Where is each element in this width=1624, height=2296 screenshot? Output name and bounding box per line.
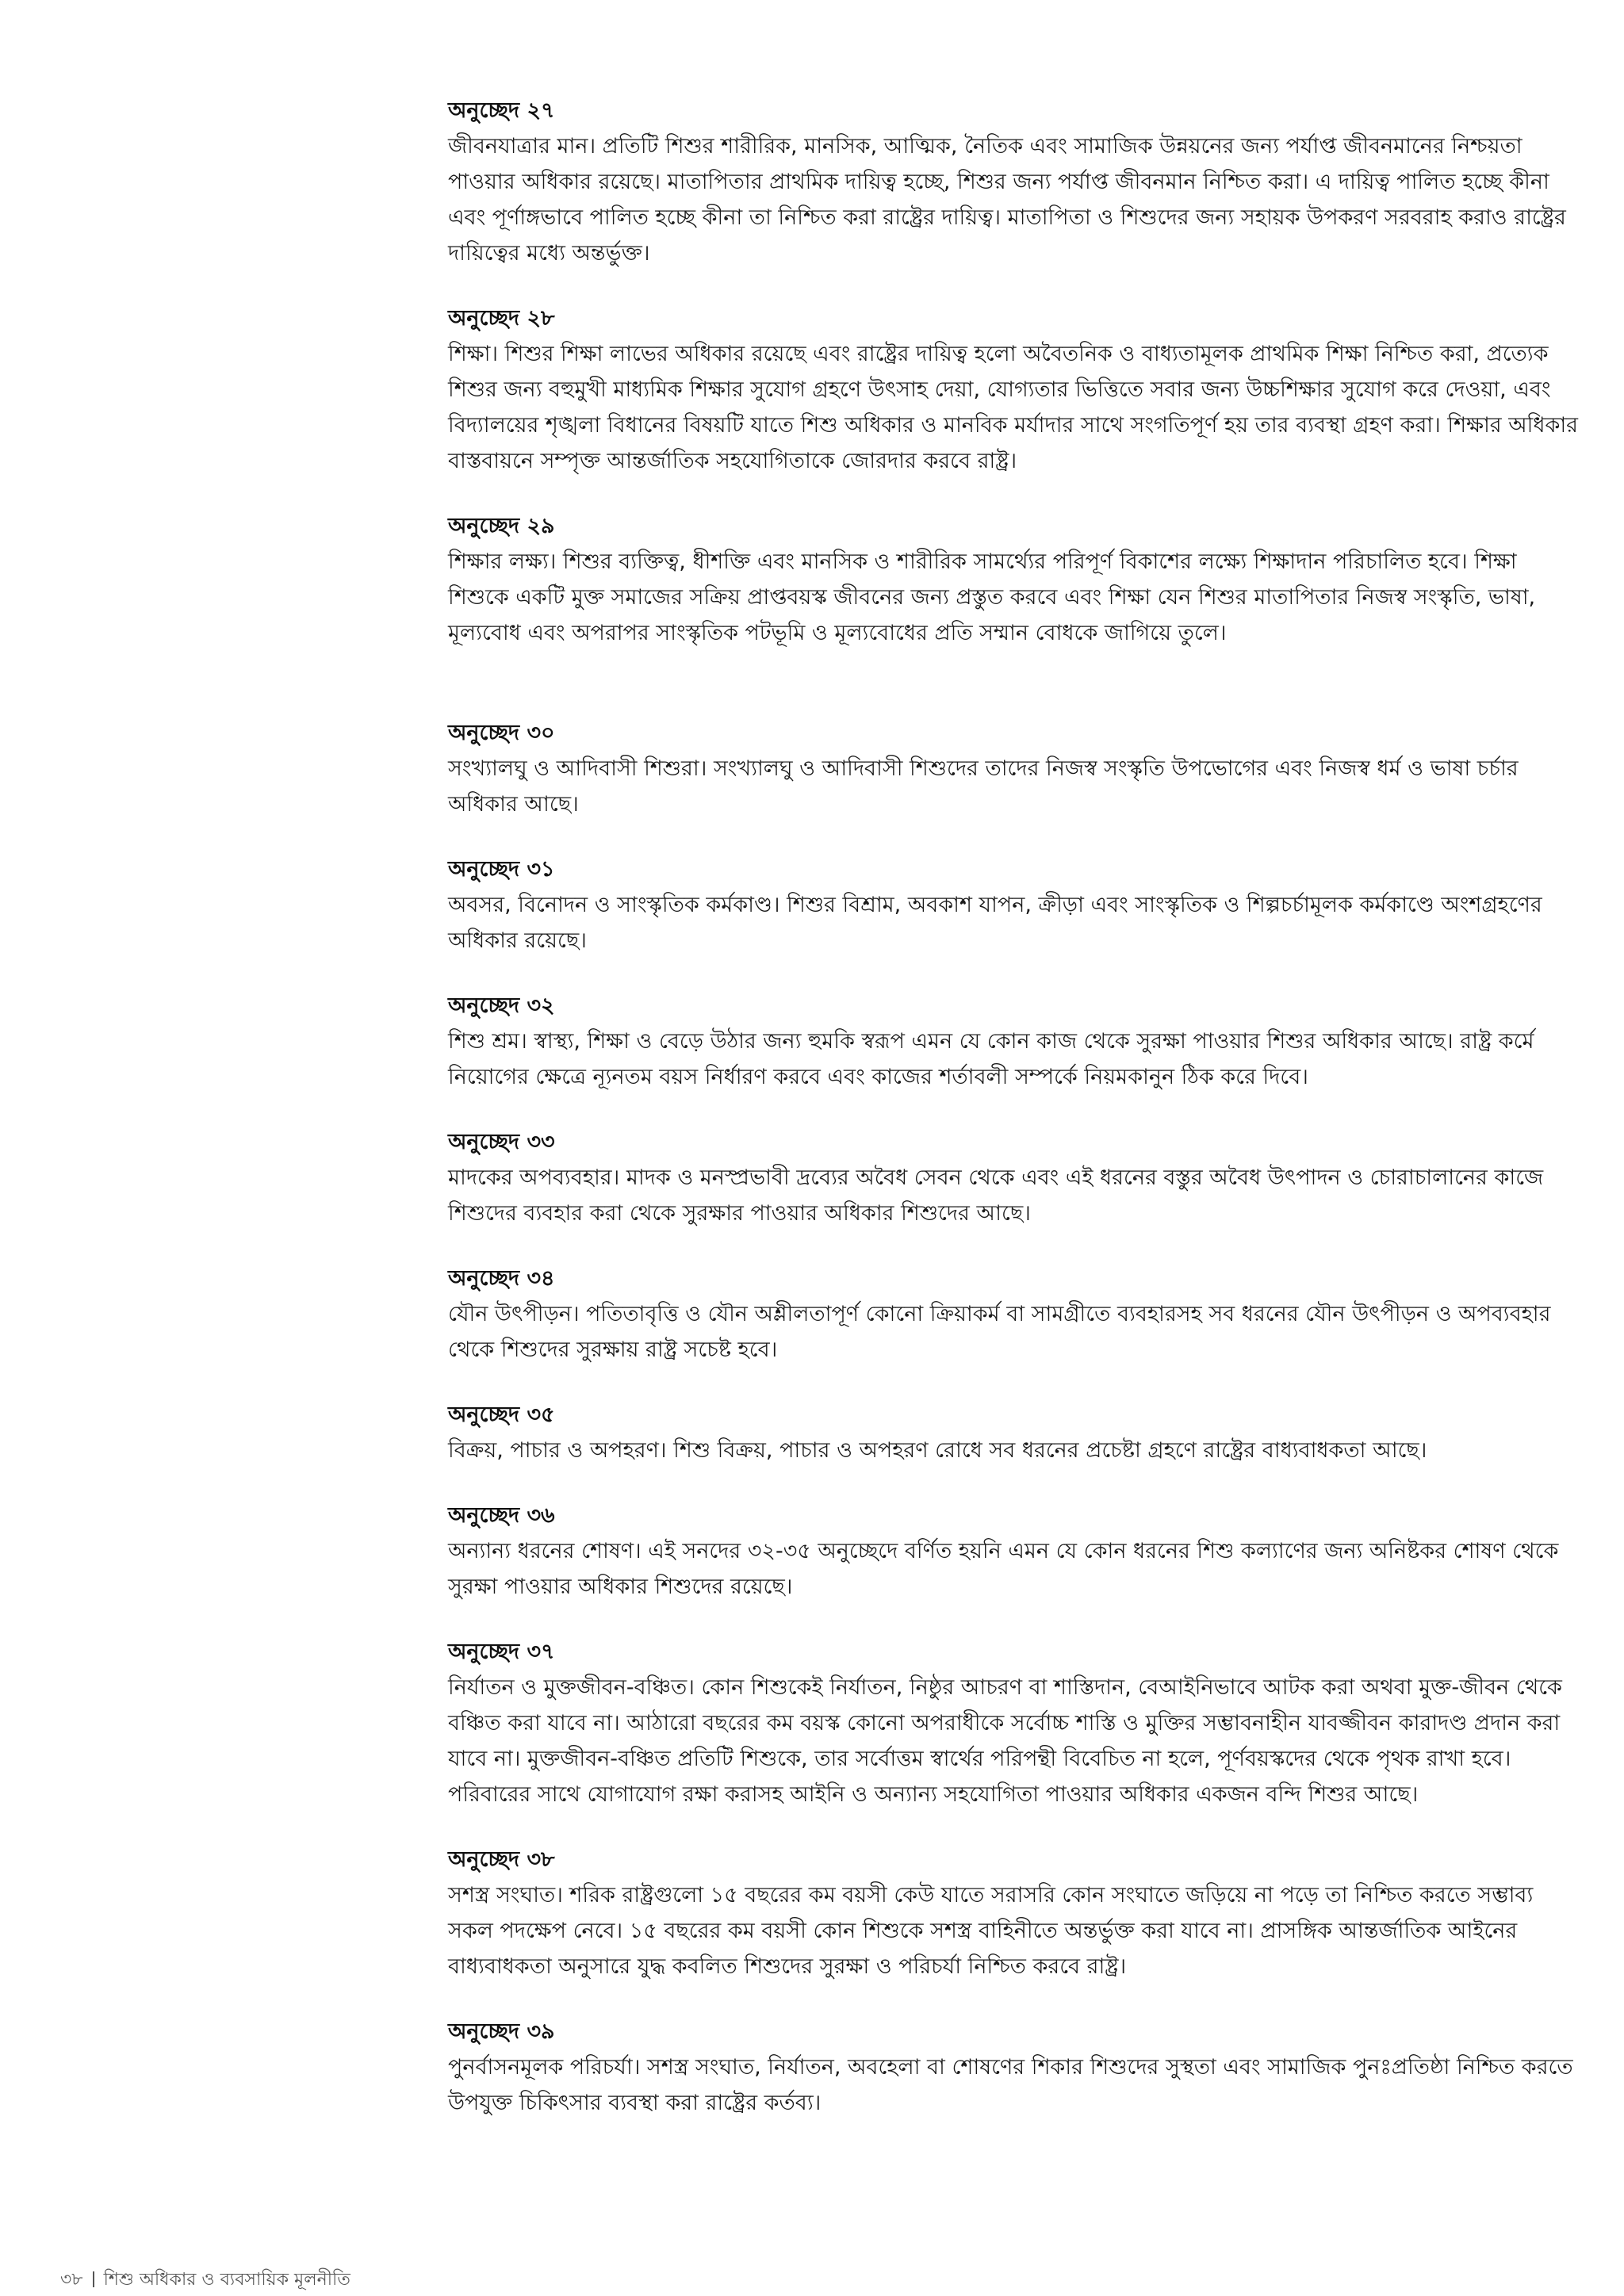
article-30 (448, 716, 1582, 822)
article-heading: অনুচ্ছেদ ৩৫ (448, 1402, 555, 1427)
article-heading: অনুচ্ছেদ ২৯ (448, 514, 555, 538)
article-37 (448, 1635, 1582, 1812)
article-text: যৌন উৎপীড়ন। পতিতাবৃত্তি ও যৌন অশ্লীলতাপূর্ণ কোনো ক্রিয়াকর্ম বা সামগ্রীতে ব্যবহারসহ সব ধরনের যৌন উৎপীড়ন ও অপব্যবহার থেকে শিশুদের সুরক্ষায় রাষ্ট্র সচেষ্ট হবে। (448, 1302, 1551, 1362)
article-heading: অনুচ্ছেদ ৩০ (448, 721, 555, 745)
article-text: সশস্ত্র সংঘাত। শরিক রাষ্ট্রগুলো ১৫ বছরের কম বয়সী কেউ যাতে সরাসরি কোন সংঘাতে জড়িয়ে না পড়ে তা নিশ্চিত করতে সম্ভাব্য সকল পদক্ষেপ নেবে। ১৫ বছরের কম বয়সী কোন শিশুকে সশস্ত্র বাহিনীতে অন্তর্ভুক্ত করা যাবে না। প্রাসঙ্গিক আন্তর্জাতিক আইনের বাধ্যবাধকতা অনুসারে যুদ্ধ কবলিত শিশুদের সুরক্ষা ও পরিচর্যা নিশ্চিত করবে রাষ্ট্র। (448, 1883, 1534, 1979)
footer-title: শিশু অধিকার ও ব্যবসায়িক মূলনীতি (103, 2270, 350, 2290)
article-35 (448, 1398, 1582, 1468)
article-38 (448, 1843, 1582, 1984)
article-text: পুনর্বাসনমূলক পরিচর্যা। সশস্ত্র সংঘাত, নির্যাতন, অবহেলা বা শোষণের শিকার শিশুদের সুস্থতা এবং সামাজিক পুনঃপ্রতিষ্ঠা নিশ্চিত করতে উপযুক্ত চিকিৎসার ব্যবস্থা করা রাষ্ট্রের কর্তব্য। (448, 2055, 1573, 2115)
article-text: শিক্ষার লক্ষ্য। শিশুর ব্যক্তিত্ব, ধীশক্তি এবং মানসিক ও শারীরিক সামর্থ্যের পরিপূর্ণ বিকাশের লক্ষ্যে শিক্ষাদান পরিচালিত হবে। শিক্ষা শিশুকে একটি মুক্ত সমাজের সক্রিয় প্রাপ্তবয়স্ক জীবনের জন্য প্রস্তুত করবে এবং শিক্ষা যেন শিশুর মাতাপিতার নিজস্ব সংস্কৃতি, ভাষা, মূল্যবোধ এবং অপরাপর সাংস্কৃতিক পটভূমি ও মূল্যবোধের প্রতি সম্মান বোধকে জাগিয়ে তুলে। (448, 549, 1536, 645)
article-text: অন্যান্য ধরনের শোষণ। এই সনদের ৩২-৩৫ অনুচ্ছেদে বর্ণিত হয়নি এমন যে কোন ধরনের শিশু কল্যাণের জন্য অনিষ্টকর শোষণ থেকে সুরক্ষা পাওয়ার অধিকার শিশুদের রয়েছে। (448, 1539, 1559, 1599)
article-text: নির্যাতন ও মুক্তজীবন-বঞ্চিত। কোন শিশুকেই নির্যাতন, নিষ্ঠুর আচরণ বা শাস্তিদান, বেআইনিভাবে আটক করা অথবা মুক্ত-জীবন থেকে বঞ্চিত করা যাবে না। আঠারো বছরের কম বয়স্ক কোনো অপরাধীকে সর্বোচ্চ শাস্তি ও মুক্তির সম্ভাবনাহীন যাবজ্জীবন কারাদণ্ড প্রদান করা যাবে না। মুক্তজীবন-বঞ্চিত প্রতিটি শিশুকে, তার সর্বোত্তম স্বার্থের পরিপন্থী বিবেচিত না হলে, পূর্ণবয়স্কদের থেকে পৃথক রাখা হবে। পরিবারের সাথে যোগাযোগ রক্ষা করাসহ আইনি ও অন্যান্য সহযোগিতা পাওয়ার অধিকার একজন বন্দি শিশুর আছে। (448, 1675, 1562, 1807)
article-34 (448, 1261, 1582, 1368)
article-heading: অনুচ্ছেদ ২৮ (448, 306, 555, 331)
article-heading: অনুচ্ছেদ ৩৬ (448, 1503, 555, 1528)
page-footer (60, 2269, 350, 2291)
article-32 (448, 989, 1582, 1095)
article-text: সংখ্যালঘু ও আদিবাসী শিশুরা। সংখ্যালঘু ও আদিবাসী শিশুদের তাদের নিজস্ব সংস্কৃতি উপভোগের এবং নিজস্ব ধর্ম ও ভাষা চর্চার অধিকার আছে। (448, 756, 1519, 817)
article-heading: অনুচ্ছেদ ৩৪ (448, 1266, 555, 1291)
page-number: ৩৮ (60, 2270, 83, 2290)
article-heading: অনুচ্ছেদ ৩৩ (448, 1130, 555, 1154)
article-36 (448, 1498, 1582, 1605)
article-text: মাদকের অপব্যবহার। মাদক ও মনস্প্রভাবী দ্রব্যের অবৈধ সেবন থেকে এবং এই ধরনের বস্তুর অবৈধ উৎপাদন ও চোরাচালানের কাজে শিশুদের ব্যবহার করা থেকে সুরক্ষার পাওয়ার অধিকার শিশুদের আছে। (448, 1165, 1544, 1226)
article-text: জীবনযাত্রার মান। প্রতিটি শিশুর শারীরিক, মানসিক, আত্মিক, নৈতিক এবং সামাজিক উন্নয়নের জন্য পর্যাপ্ত জীবনমানের নিশ্চয়তা পাওয়ার অধিকার রয়েছে। মাতাপিতার প্রাথমিক দায়িত্ব হচ্ছে, শিশুর জন্য পর্যাপ্ত জীবনমান নিশ্চিত করা। এ দায়িত্ব পালিত হচ্ছে কীনা এবং পূর্ণাঙ্গভাবে পালিত হচ্ছে কীনা তা নিশ্চিত করা রাষ্ট্রের দায়িত্ব। মাতাপিতা ও শিশুদের জন্য সহায়ক উপকরণ সরবরাহ করাও রাষ্ট্রের দায়িত্বের মধ্যে অন্তর্ভুক্ত। (448, 134, 1566, 266)
article-text: অবসর, বিনোদন ও সাংস্কৃতিক কর্মকাণ্ড। শিশুর বিশ্রাম, অবকাশ যাপন, ক্রীড়া এবং সাংস্কৃতিক ও শিল্পচর্চামূলক কর্মকাণ্ডে অংশগ্রহণের অধিকার রয়েছে। (448, 893, 1542, 953)
article-text: শিশু শ্রম। স্বাস্থ্য, শিক্ষা ও বেড়ে উঠার জন্য হুমকি স্বরূপ এমন যে কোন কাজ থেকে সুরক্ষা পাওয়ার শিশুর অধিকার আছে। রাষ্ট্র কর্মে নিয়োগের ক্ষেত্রে ন্যূনতম বয়স নির্ধারণ করবে এবং কাজের শর্তাবলী সম্পর্কে নিয়মকানুন ঠিক করে দিবে। (448, 1029, 1534, 1089)
document-body (448, 94, 1582, 2121)
article-heading: অনুচ্ছেদ ৩৮ (448, 1847, 555, 1872)
article-text: বিক্রয়, পাচার ও অপহরণ। শিশু বিক্রয়, পাচার ও অপহরণ রোধে সব ধরনের প্রচেষ্টা গ্রহণে রাষ্ট্রের বাধ্যবাধকতা আছে। (448, 1438, 1427, 1463)
article-29 (448, 509, 1582, 651)
article-27 (448, 94, 1582, 271)
article-heading: অনুচ্ছেদ ৩৭ (448, 1640, 555, 1664)
article-33 (448, 1125, 1582, 1231)
footer-divider (93, 2271, 94, 2287)
article-28 (448, 301, 1582, 479)
article-heading: অনুচ্ছেদ ৩২ (448, 993, 555, 1018)
article-31 (448, 852, 1582, 959)
article-text: শিক্ষা। শিশুর শিক্ষা লাভের অধিকার রয়েছে এবং রাষ্ট্রের দায়িত্ব হলো অবৈতনিক ও বাধ্যতামূলক প্রাথমিক শিক্ষা নিশ্চিত করা, প্রত্যেক শিশুর জন্য বহুমুখী মাধ্যমিক শিক্ষার সুযোগ গ্রহণে উৎসাহ দেয়া, যোগ্যতার ভিত্তিতে সবার জন্য উচ্চশিক্ষার সুযোগ করে দেওয়া, এবং বিদ্যালয়ের শৃঙ্খলা বিধানের বিষয়টি যাতে শিশু অধিকার ও মানবিক মর্যাদার সাথে সংগতিপূর্ণ হয় তার ব্যবস্থা গ্রহণ করা। শিক্ষার অধিকার বাস্তবায়নে সম্পৃক্ত আন্তর্জাতিক সহযোগিতাকে জোরদার করবে রাষ্ট্র। (448, 342, 1579, 473)
article-heading: অনুচ্ছেদ ৩১ (448, 857, 555, 882)
article-heading: অনুচ্ছেদ ৩৯ (448, 2019, 555, 2044)
article-heading: অনুচ্ছেদ ২৭ (448, 98, 555, 123)
article-39 (448, 2015, 1582, 2121)
